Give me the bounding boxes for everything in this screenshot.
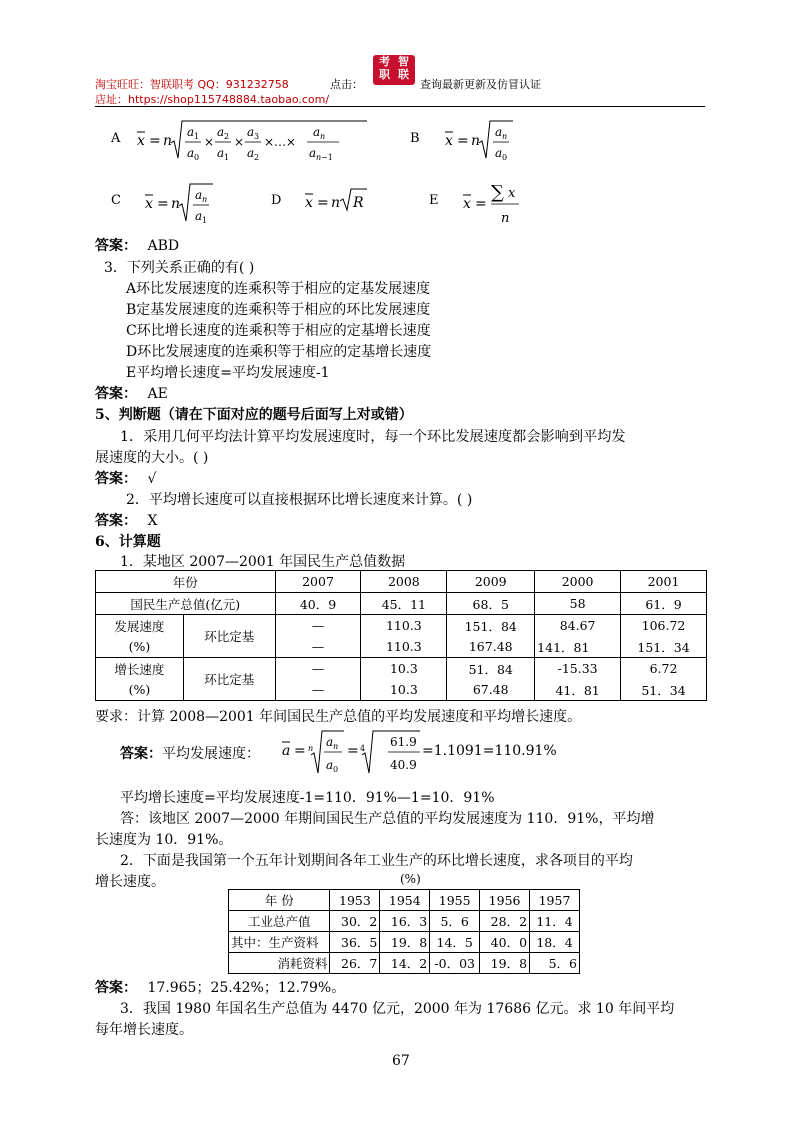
s5-q1-line1: 1．采用几何平均法计算平均发展速度时，每一个环比发展速度都会影响到平均发 [120, 429, 626, 445]
s6-q3-line2: 每年增长速度。 [95, 1022, 193, 1038]
t2-year-cell: 1955 [430, 890, 480, 911]
option-c-label: C [111, 193, 121, 208]
gnp-cell: 45．11 [361, 593, 447, 615]
dev-fixed-cell: 151．34 [621, 636, 707, 658]
svg-text:n: n [171, 196, 181, 212]
t2-year-cell: 1957 [530, 890, 580, 911]
option-b-label: B [410, 131, 420, 146]
gnp-table [95, 570, 707, 701]
svg-text:a: a [326, 735, 334, 749]
table-row [96, 615, 707, 637]
growth-fixed-cell: — [275, 679, 361, 701]
dev-fixed-cell: — [275, 636, 361, 658]
s6-q1-requirement: 要求：计算 2008—2001 年间国民生产总值的平均发展速度和平均增长速度。 [95, 709, 582, 725]
year-cell: 2001 [621, 571, 707, 593]
s5-q1-answer: √ [147, 471, 157, 487]
table-row [229, 953, 580, 974]
dev-chain-cell: — [275, 615, 361, 637]
growth-chain-cell: 6.72 [621, 658, 707, 680]
t2-year-cell: 1956 [480, 890, 530, 911]
s6-q2-answer: 17.965；25.42%；12.79%。 [147, 980, 346, 996]
q3-answer-label: 答案： [95, 386, 137, 402]
year-cell: 2008 [361, 571, 447, 593]
header-click-label: 点击： [330, 78, 363, 91]
s5-q1-line2: 展速度的大小。( ) [95, 450, 209, 466]
svg-text:=: = [317, 195, 329, 211]
svg-text:a: a [247, 146, 255, 160]
s6-q1-formula-result: =1.1091=110.91% [422, 743, 557, 759]
header-rule [95, 106, 705, 107]
svg-text:a: a [313, 125, 321, 139]
q3-stem: 3．下列关系正确的有( ) [104, 260, 255, 276]
svg-text:a: a [495, 146, 503, 160]
svg-text:=: = [149, 133, 161, 149]
gnp-cell: 61．9 [621, 593, 707, 615]
t2-year-header: 年 份 [229, 890, 330, 911]
table-row [229, 932, 580, 953]
page-number: 67 [392, 1053, 410, 1069]
svg-text:x: x [305, 195, 313, 211]
growth-fixed-cell: 41．81 [535, 679, 621, 701]
t2-row-label: 工业总产值 [229, 911, 330, 932]
svg-text:a: a [195, 209, 203, 223]
s6-q1-answer-label: 答案： [120, 746, 162, 762]
q3-option-e: E平均增长速度=平均发展速度-1 [126, 365, 330, 381]
svg-text:=: = [347, 743, 359, 759]
svg-text:∑: ∑ [491, 182, 504, 203]
svg-text:×…×: ×…× [264, 135, 297, 149]
t2-cell: 5．6 [430, 911, 480, 932]
table-row [96, 658, 707, 680]
svg-text:=: = [475, 196, 487, 212]
s6-q1-stem: 1．某地区 2007—2001 年国民生产总值数据 [120, 554, 406, 570]
t2-row-label: 其中：生产资料 [229, 932, 330, 953]
t2-cell: 36．5 [330, 932, 380, 953]
formula-b [443, 113, 523, 168]
t2-cell: 40．0 [480, 932, 530, 953]
growth-chain-cell: 51．84 [447, 658, 535, 680]
table-row [96, 593, 707, 615]
growth-chain-cell: — [275, 658, 361, 680]
t2-cell: 16．3 [380, 911, 430, 932]
growth-sub-label: 环比定基 [183, 658, 275, 701]
svg-text:a: a [217, 125, 225, 139]
year-cell: 2009 [447, 571, 535, 593]
svg-text:n: n [331, 195, 341, 211]
svg-text:x: x [508, 186, 516, 201]
t2-cell: -0．03 [430, 953, 480, 974]
svg-text:a: a [217, 146, 225, 160]
s5-q2-text: 2．平均增长速度可以直接根据环比增长速度来计算。( ) [126, 492, 473, 508]
q3-option-d: D环比发展速度的连乘积等于相应的定基增长速度 [126, 344, 432, 360]
svg-text:0: 0 [333, 765, 339, 774]
q3-option-b: B定基发展速度的连乘积等于相应的环比发展速度 [126, 302, 431, 318]
svg-text:0: 0 [502, 153, 508, 162]
q3-answer-value: AE [147, 386, 168, 402]
q3-option-c: C环比增长速度的连乘积等于相应的定基增长速度 [126, 323, 431, 339]
svg-text:a: a [187, 125, 195, 139]
svg-text:−1: −1 [321, 153, 333, 162]
svg-text:2: 2 [224, 132, 230, 141]
dev-chain-cell: 84.67 [535, 615, 621, 637]
svg-text:a: a [282, 743, 291, 759]
svg-text:x: x [463, 196, 471, 212]
formula-d [303, 180, 373, 215]
svg-text:R: R [353, 195, 364, 211]
q2-answer-label: 答案： [95, 238, 137, 254]
option-a-label: A [111, 131, 121, 146]
zhilian-logo[interactable]: 考 智 职 联 [373, 55, 415, 85]
year-cell: 2007 [275, 571, 361, 593]
t2-cell: 14．5 [430, 932, 480, 953]
dev-sub-label: 环比定基 [183, 615, 275, 658]
s6-q1-growth-line: 平均增长速度=平均发展速度-1=110．91%—1=10．91% [120, 790, 495, 806]
t2-cell: 19．8 [480, 953, 530, 974]
dev-chain-cell: 106.72 [621, 615, 707, 637]
s5-q1-answer-label: 答案： [95, 471, 137, 487]
dev-fixed-cell: 110.3 [361, 636, 447, 658]
growth-fixed-cell: 10.3 [361, 679, 447, 701]
formula-e [461, 176, 531, 231]
svg-text:2: 2 [254, 153, 260, 162]
growth-chain-cell: 10.3 [361, 658, 447, 680]
svg-text:a: a [326, 758, 334, 772]
s6-q2-line1: 2．下面是我国第一个五年计划期间各年工业生产的环比增长速度，求各项目的平均 [120, 853, 633, 869]
header-shop-line: 淘宝旺旺：智联职考 QQ：931232758 [95, 78, 289, 91]
t2-year-cell: 1954 [380, 890, 430, 911]
svg-text:1: 1 [202, 216, 208, 225]
table-row [229, 911, 580, 932]
growth-fixed-cell: 67.48 [447, 679, 535, 701]
dev-chain-cell: 151．84 [447, 615, 535, 637]
dev-fixed-cell: 167.48 [447, 636, 535, 658]
t2-cell: 5．6 [530, 953, 580, 974]
t2-cell: 14．2 [380, 953, 430, 974]
growth-fixed-cell: 51．34 [621, 679, 707, 701]
header-store-link[interactable]: 店址：https://shop115748884.taobao.com/ [95, 93, 330, 106]
year-header: 年份 [96, 571, 276, 593]
svg-text:a: a [309, 146, 317, 160]
header-verify-link[interactable]: 查询最新更新及仿冒认证 [420, 78, 541, 91]
t2-cell: 11．4 [530, 911, 580, 932]
s6-q2-answer-label: 答案： [95, 980, 137, 996]
s6-q1-conclusion-1: 答：该地区 2007—2000 年期间国民生产总值的平均发展速度为 110．91%，平均增 [120, 811, 655, 827]
t2-cell: 18．4 [530, 932, 580, 953]
s5-q2-answer-label: 答案： [95, 513, 137, 529]
t2-cell: 28．2 [480, 911, 530, 932]
svg-text:a: a [187, 146, 195, 160]
formula-c [143, 176, 223, 231]
svg-text:61.9: 61.9 [390, 735, 417, 749]
svg-text:n: n [502, 132, 508, 141]
svg-text:0: 0 [194, 153, 200, 162]
dev-chain-cell: 110.3 [361, 615, 447, 637]
svg-text:n: n [471, 133, 481, 149]
t2-row-label: 消耗资料 [229, 953, 330, 974]
svg-text:n: n [163, 133, 173, 149]
section6-title: 6、计算题 [95, 534, 161, 550]
option-d-label: D [271, 193, 282, 208]
svg-text:n: n [308, 744, 314, 753]
s6-q1-conclusion-2: 长速度为 10．91%。 [95, 832, 233, 848]
option-e-label: E [429, 193, 439, 208]
svg-text:a: a [247, 125, 255, 139]
q2-answer-value: ABD [147, 238, 180, 254]
svg-text:a: a [195, 188, 203, 202]
svg-text:n: n [320, 132, 326, 141]
svg-text:=: = [157, 196, 169, 212]
t2-cell: 19．8 [380, 932, 430, 953]
svg-text:×: × [204, 135, 215, 149]
q3-option-a: A环比发展速度的连乘积等于相应的定基发展速度 [126, 281, 431, 297]
svg-text:=: = [294, 743, 306, 759]
year-cell: 2000 [535, 571, 621, 593]
gnp-label: 国民生产总值(亿元) [96, 593, 276, 615]
growth-label: 增长速度 [96, 658, 184, 680]
svg-text:1: 1 [194, 132, 200, 141]
dev-label: 发展速度 [96, 615, 184, 637]
s6-q3-line1: 3．我国 1980 年国名生产总值为 4470 亿元，2000 年为 17686 亿元。求 10 年间平均 [120, 1001, 675, 1017]
svg-text:x: x [137, 133, 145, 149]
t2-year-cell: 1953 [330, 890, 380, 911]
svg-text:n: n [501, 211, 510, 226]
growth-chain-cell: -15.33 [535, 658, 621, 680]
dev-fixed-cell: 141．81 [535, 636, 621, 658]
svg-text:n: n [202, 195, 208, 204]
s5-q2-answer: X [147, 513, 158, 529]
svg-text:4: 4 [360, 744, 366, 753]
gnp-cell: 40．9 [275, 593, 361, 615]
svg-text:n: n [316, 153, 322, 162]
svg-text:a: a [495, 125, 503, 139]
svg-text:3: 3 [254, 132, 260, 141]
t2-cell: 30．2 [330, 911, 380, 932]
gnp-cell: 58 [535, 593, 621, 615]
dev-unit: (%) [96, 636, 184, 658]
table-row [96, 571, 707, 593]
svg-text:n: n [333, 742, 339, 751]
svg-text:1: 1 [224, 153, 230, 162]
avg-speed-formula [280, 725, 390, 780]
gnp-cell: 68．5 [447, 593, 535, 615]
s6-q1-answer-prefix: 平均发展速度： [162, 746, 260, 762]
svg-text:=: = [457, 133, 469, 149]
industry-table [228, 889, 580, 974]
table2-unit: (%) [400, 872, 421, 886]
table-row [229, 890, 580, 911]
section5-title: 5、判断题（请在下面对应的题号后面写上对或错） [95, 407, 413, 423]
s6-q2-line2: 增长速度。 [95, 874, 165, 890]
formula-a [135, 113, 370, 168]
svg-text:x: x [145, 196, 153, 212]
svg-text:40.9: 40.9 [390, 758, 417, 772]
svg-text:×: × [234, 135, 245, 149]
t2-cell: 26．7 [330, 953, 380, 974]
svg-text:x: x [445, 133, 453, 149]
growth-unit: (%) [96, 679, 184, 701]
